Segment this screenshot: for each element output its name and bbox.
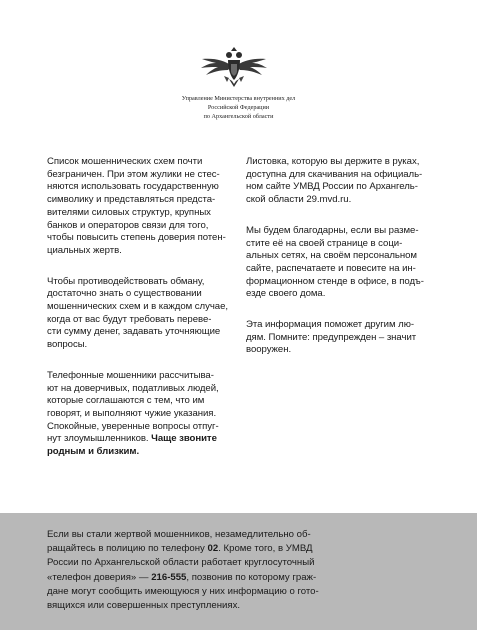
- paragraph: [47, 276, 251, 352]
- text-line: [47, 207, 251, 220]
- text-run: ют на доверчивых, податливых людей,: [47, 382, 219, 394]
- text-run: няются использовать государственную: [47, 181, 219, 193]
- text-run: альных сетях, на своём персональном: [246, 250, 417, 262]
- text-run: ном сайте УМВД России по Архангель-: [246, 181, 418, 193]
- text-run: Мы будем благодарны, если вы разме-: [246, 224, 419, 236]
- text-line: [47, 314, 251, 327]
- text-line: [47, 194, 251, 207]
- text-line: [47, 383, 251, 396]
- text-run: доступна для скачивания на официаль-: [246, 168, 423, 180]
- text-run: нут злоумышленников.: [47, 433, 152, 445]
- text-run: , позвонив по которому граж-: [186, 571, 317, 583]
- text-run: Спокойные, уверенные вопросы отпуг-: [47, 420, 219, 432]
- text-line: [246, 169, 446, 182]
- text-line: [47, 169, 251, 182]
- text-line: [47, 408, 251, 421]
- text-line: [47, 301, 251, 314]
- text-run: России по Архангельской области работает круглосуточный: [47, 557, 315, 569]
- text-line: [47, 339, 251, 352]
- text-run: вооружен.: [246, 344, 292, 356]
- right-text-column: [246, 156, 446, 375]
- paragraph: [47, 156, 251, 258]
- text-line: [47, 556, 447, 570]
- text-line: [246, 263, 446, 276]
- text-run: дям. Помните: предупрежден – значит: [246, 331, 417, 343]
- text-run: символику и представляться предста-: [47, 194, 216, 206]
- organization-name: [130, 94, 347, 121]
- text-line: [246, 319, 446, 332]
- text-line: [246, 238, 446, 251]
- org-line-1: Управление Министерства внутренних дел: [181, 95, 296, 102]
- org-line-2: Российской Федерации: [207, 104, 270, 111]
- text-run: циальных жертв.: [47, 244, 122, 256]
- text-line: [47, 528, 447, 542]
- text-run: которые соглашаются с тем, что им: [47, 395, 205, 407]
- text-line: [246, 250, 446, 263]
- text-line: [47, 220, 251, 233]
- text-run: банков и операторов связи для того,: [47, 219, 209, 231]
- text-run: Эта информация поможет другим лю-: [246, 319, 414, 331]
- text-line: [47, 395, 251, 408]
- text-run: Если вы стали жертвой мошенников, незамедлительно об-: [47, 529, 311, 540]
- text-line: [47, 181, 251, 194]
- text-line: [47, 326, 251, 339]
- text-line: [47, 585, 447, 599]
- double-headed-eagle-emblem-icon: [198, 46, 270, 90]
- text-run: ской области 29.mvd.ru.: [246, 194, 352, 206]
- text-run: говорят, и выполняют чужие указания.: [47, 407, 217, 419]
- text-run: вящихся или совершенных преступлениях.: [47, 600, 241, 612]
- text-line: [47, 421, 251, 434]
- text-run: Листовка, которую вы держите в руках,: [246, 156, 420, 167]
- text-run: безграничен. При этом жулики не стес-: [47, 168, 220, 180]
- text-run: «телефон доверия» —: [47, 571, 152, 583]
- text-line: [246, 181, 446, 194]
- text-line: [47, 276, 251, 289]
- text-line: [246, 288, 446, 301]
- text-run: когда от вас будут требовать переве-: [47, 313, 212, 325]
- text-line: [47, 599, 447, 613]
- text-run: езде своего дома.: [246, 288, 326, 300]
- text-run: сайте, распечатаете и повесите на ин-: [246, 262, 416, 274]
- text-run: формационном стенде в офисе, в подъ-: [246, 275, 424, 287]
- text-line: [246, 194, 446, 207]
- text-line: [47, 232, 251, 245]
- paragraph: [246, 225, 446, 301]
- emphasis-text: 216-555: [151, 571, 187, 583]
- text-line: [47, 288, 251, 301]
- text-line: [47, 245, 251, 258]
- text-line: [47, 542, 447, 556]
- paragraph: [47, 370, 251, 459]
- text-run: вопросы.: [47, 339, 88, 351]
- text-line: [246, 276, 446, 289]
- text-run: стите её на своей странице в соци-: [246, 237, 403, 249]
- emphasis-text: 02: [207, 543, 219, 555]
- text-run: Телефонные мошенники рассчитыва-: [47, 369, 214, 381]
- text-line: [47, 433, 251, 446]
- text-run: Список мошеннических схем почти: [47, 156, 203, 167]
- text-run: достаточно знать о существовании: [47, 288, 202, 300]
- text-line: [246, 156, 446, 169]
- text-line: [47, 370, 251, 383]
- left-text-column: [47, 156, 251, 477]
- text-run: Чтобы противодействовать обману,: [47, 275, 205, 287]
- org-line-3: по Архангельской области: [203, 113, 274, 120]
- paragraph: [246, 156, 446, 207]
- emphasis-text: родным и близким.: [47, 446, 140, 458]
- emphasis-text: Чаще звоните: [151, 433, 217, 445]
- text-run: мошеннических схем и в каждом случае,: [47, 301, 228, 313]
- footer-band-text: [47, 528, 447, 613]
- text-line: [47, 571, 447, 585]
- text-run: чтобы повысить степень доверия потен-: [47, 232, 226, 244]
- text-run: . Кроме того, в УМВД: [218, 543, 313, 555]
- text-line: [47, 446, 251, 459]
- text-run: сти сумму денег, задавать уточняющие: [47, 326, 221, 338]
- text-run: дане могут сообщить имеющуюся у них информацию о гото-: [47, 585, 319, 597]
- text-run: ращайтесь в полицию по телефону: [47, 543, 208, 555]
- text-line: [246, 344, 446, 357]
- text-line: [47, 156, 251, 169]
- paragraph: [246, 319, 446, 357]
- text-run: вителями силовых структур, крупных: [47, 206, 211, 218]
- text-line: [246, 225, 446, 238]
- text-line: [246, 332, 446, 345]
